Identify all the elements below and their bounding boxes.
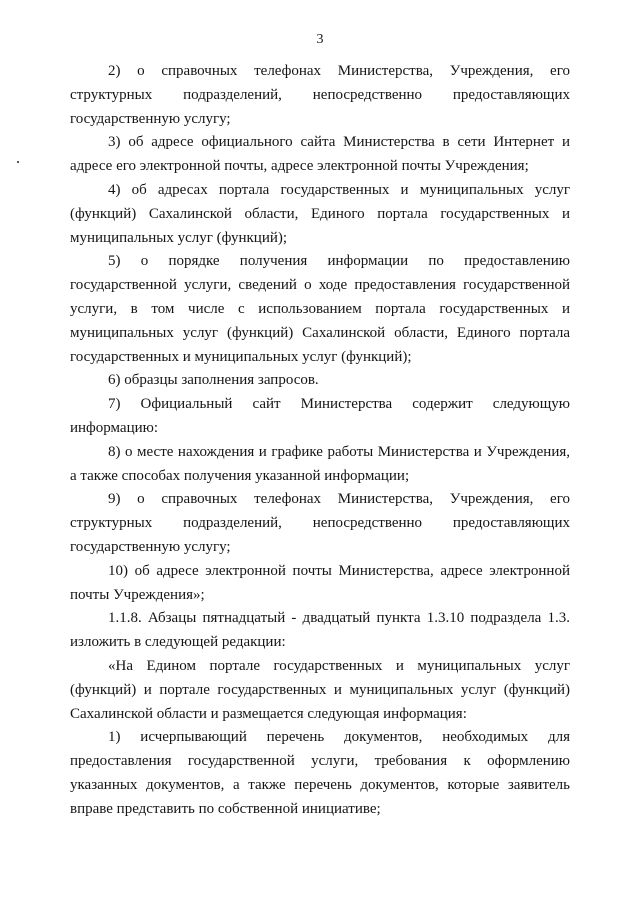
- paragraph-item-2: 2) о справочных телефонах Министерства, Учреждения, его структурных подразделений, непосредственно предоставляющих государственную услугу;: [70, 63, 570, 127]
- paragraph-item-3: 3) об адресе официального сайта Министерства в сети Интернет и адресе его электронной почты, адресе электронной почты Учреждения;: [70, 134, 570, 175]
- margin-dot: [17, 161, 19, 163]
- paragraph-item-6: 6) образцы заполнения запросов.: [108, 372, 319, 389]
- paragraph-quote-item-1: 1) исчерпывающий перечень документов, необходимых для предоставления государственной услуги, требования к оформлению указанных документов, а также перечень документов, которые заявитель вправе представить по собственной инициативе;: [70, 729, 570, 817]
- paragraph-item-7: 7) Официальный сайт Министерства содержит следующую информацию:: [70, 396, 570, 436]
- paragraph-item-10: 10) об адресе электронной почты Министерства, адресе электронной почты Учреждения»;: [70, 562, 570, 603]
- paragraph-item-4: 4) об адресах портала государственных и муниципальных услуг (функций) Сахалинской области, Единого портала государственных и муниципальных услуг (функций);: [70, 181, 570, 246]
- paragraph-item-5: 5) о порядке получения информации по предоставлению государственной услуги, сведений о ходе предоставления государственной услуги, в том числе с использованием портала государственных и муниципальных услуг (функций) Сахалинской области, Единого портала государственных и муниципальных услуг (функций);: [70, 253, 570, 365]
- page-number: 3: [316, 32, 324, 47]
- document-body: [70, 60, 570, 822]
- paragraph-amendment-1-1-8: 1.1.8. Абзацы пятнадцатый - двадцатый пункта 1.3.10 подраздела 1.3. изложить в следующей редакции:: [70, 610, 570, 651]
- paragraph-quote-intro: «На Едином портале государственных и муниципальных услуг (функций) и портале государственных и муниципальных услуг (функций) Сахалинской области и размещается следующая информация:: [70, 657, 570, 722]
- paragraph-item-8: 8) о месте нахождения и графике работы Министерства и Учреждения, а также способах получения указанной информации;: [70, 443, 570, 484]
- paragraph-item-9: 9) о справочных телефонах Министерства, Учреждения, его структурных подразделений, непосредственно предоставляющих государственную услугу;: [70, 491, 570, 555]
